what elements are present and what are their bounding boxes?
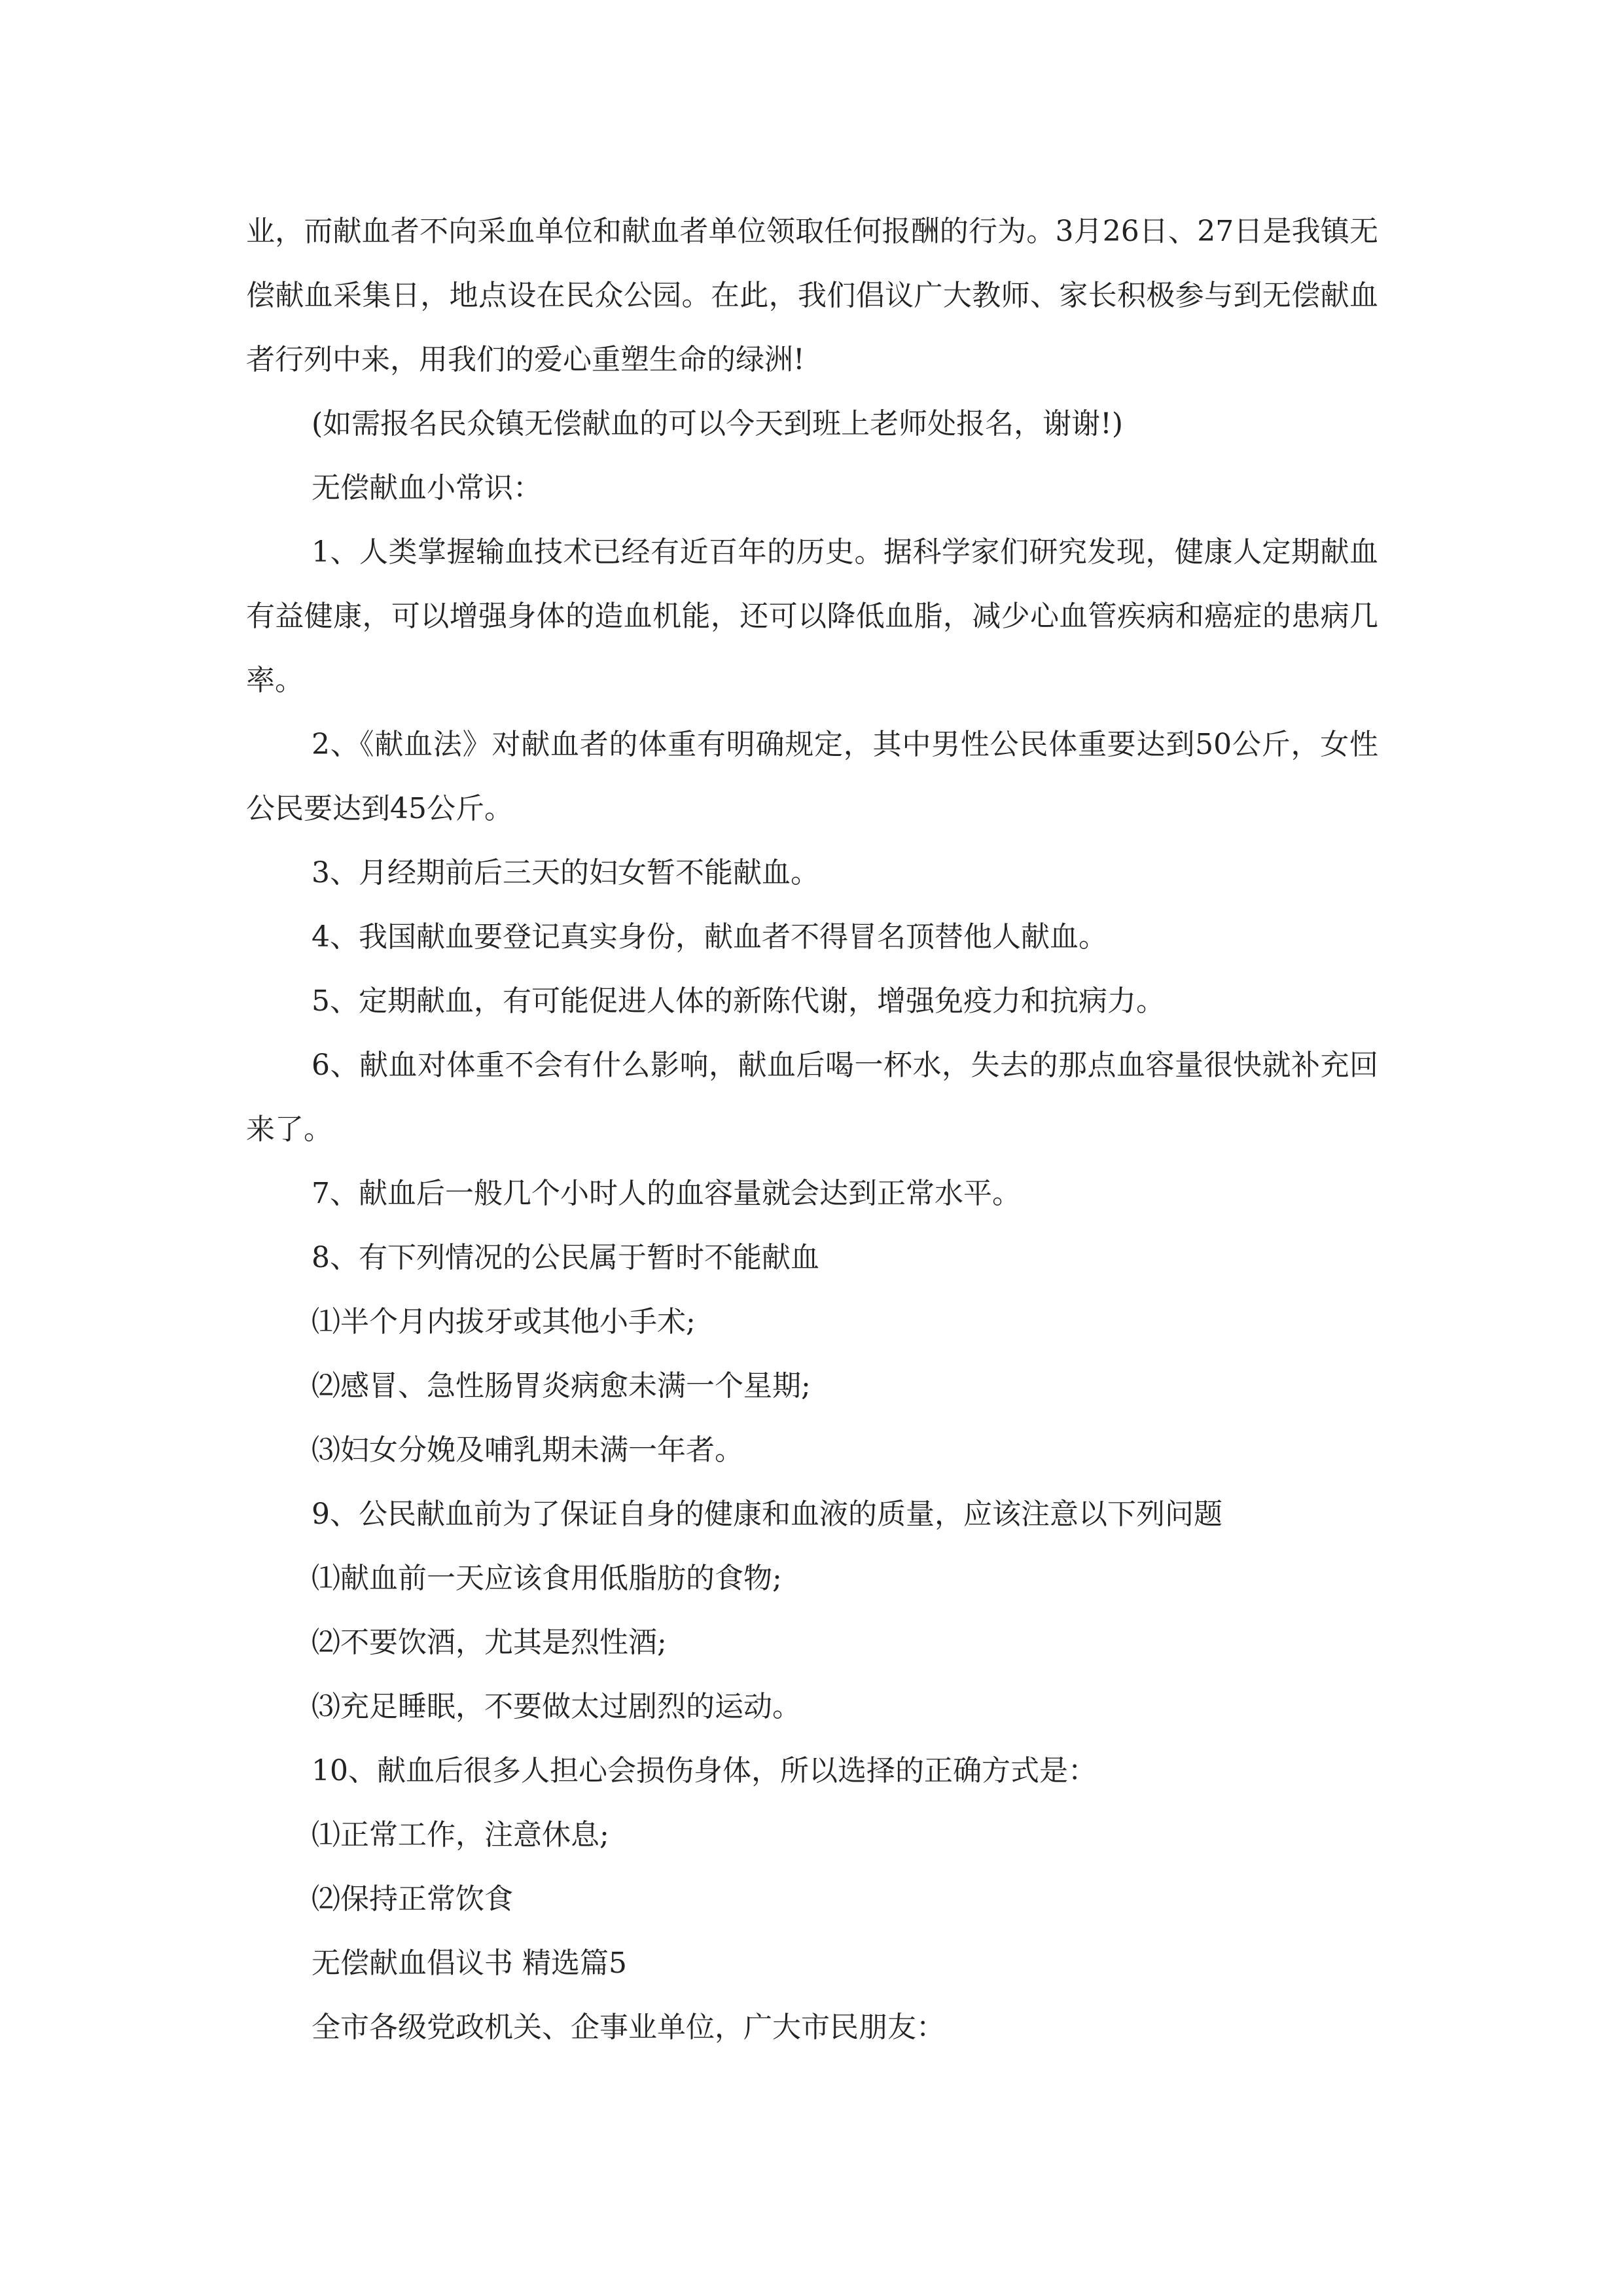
paragraph-tip-10: 10、献血后很多人担心会损伤身体，所以选择的正确方式是： <box>312 1754 1097 1787</box>
paragraph-registration-note: (如需报名民众镇无偿献血的可以今天到班上老师处报名，谢谢!) <box>312 407 1124 440</box>
salutation: 全市各级党政机关、企事业单位，广大市民朋友： <box>312 2011 945 2044</box>
paragraph-tip-6: 6、献血对体重不会有什么影响，献血后喝一杯水，失去的那点血容量很快就补充回来了。 <box>246 1049 1378 1146</box>
list-item-tip-10-1: ⑴正常工作，注意休息; <box>312 1818 609 1852</box>
list-item-tip-8-3: ⑶妇女分娩及哺乳期未满一年者。 <box>312 1433 743 1467</box>
paragraph-tip-2: 2、《献血法》对献血者的体重有明确规定，其中男性公民体重要达到50公斤，女性公民要达到45公斤。 <box>246 728 1378 825</box>
paragraph-tip-8: 8、有下列情况的公民属于暂时不能献血 <box>312 1241 819 1274</box>
paragraph-tip-1: 1、人类掌握输血技术已经有近百年的历史。据科学家们研究发现，健康人定期献血有益健康，可以增强身体的造血机能，还可以降低血脂，减少心血管疾病和癌症的患病几率。 <box>246 535 1378 697</box>
paragraph-tip-5: 5、定期献血，有可能促进人体的新陈代谢，增强免疫力和抗病力。 <box>312 984 1165 1018</box>
list-item-tip-9-2: ⑵不要饮酒，尤其是烈性酒; <box>312 1626 667 1659</box>
list-item-tip-8-1: ⑴半个月内拔牙或其他小手术; <box>312 1305 696 1338</box>
list-item-tip-9-1: ⑴献血前一天应该食用低脂肪的食物; <box>312 1562 782 1595</box>
paragraph-tip-3: 3、月经期前后三天的妇女暂不能献血。 <box>312 856 819 889</box>
list-item-tip-10-2: ⑵保持正常饮食 <box>312 1882 513 1916</box>
section-title: 无偿献血倡议书 精选篇5 <box>312 1946 627 1980</box>
paragraph-tips-heading: 无偿献血小常识： <box>312 471 542 505</box>
paragraph-intro-continued: 业，而献血者不向采血单位和献血者单位领取任何报酬的行为。3月26日、27日是我镇无偿献血采集日，地点设在民众公园。在此，我们倡议广大教师、家长积极参与到无偿献血者行列中来，用我们的爱心重塑生命的绿洲! <box>246 215 1378 376</box>
document-body <box>246 200 1378 2060</box>
list-item-tip-8-2: ⑵感冒、急性肠胃炎病愈未满一个星期; <box>312 1369 811 1403</box>
paragraph-tip-4: 4、我国献血要登记真实身份，献血者不得冒名顶替他人献血。 <box>312 920 1107 954</box>
paragraph-tip-9: 9、公民献血前为了保证自身的健康和血液的质量，应该注意以下列问题 <box>312 1498 1222 1531</box>
paragraph-tip-7: 7、献血后一般几个小时人的血容量就会达到正常水平。 <box>312 1177 1021 1210</box>
list-item-tip-9-3: ⑶充足睡眠，不要做太过剧烈的运动。 <box>312 1690 801 1723</box>
